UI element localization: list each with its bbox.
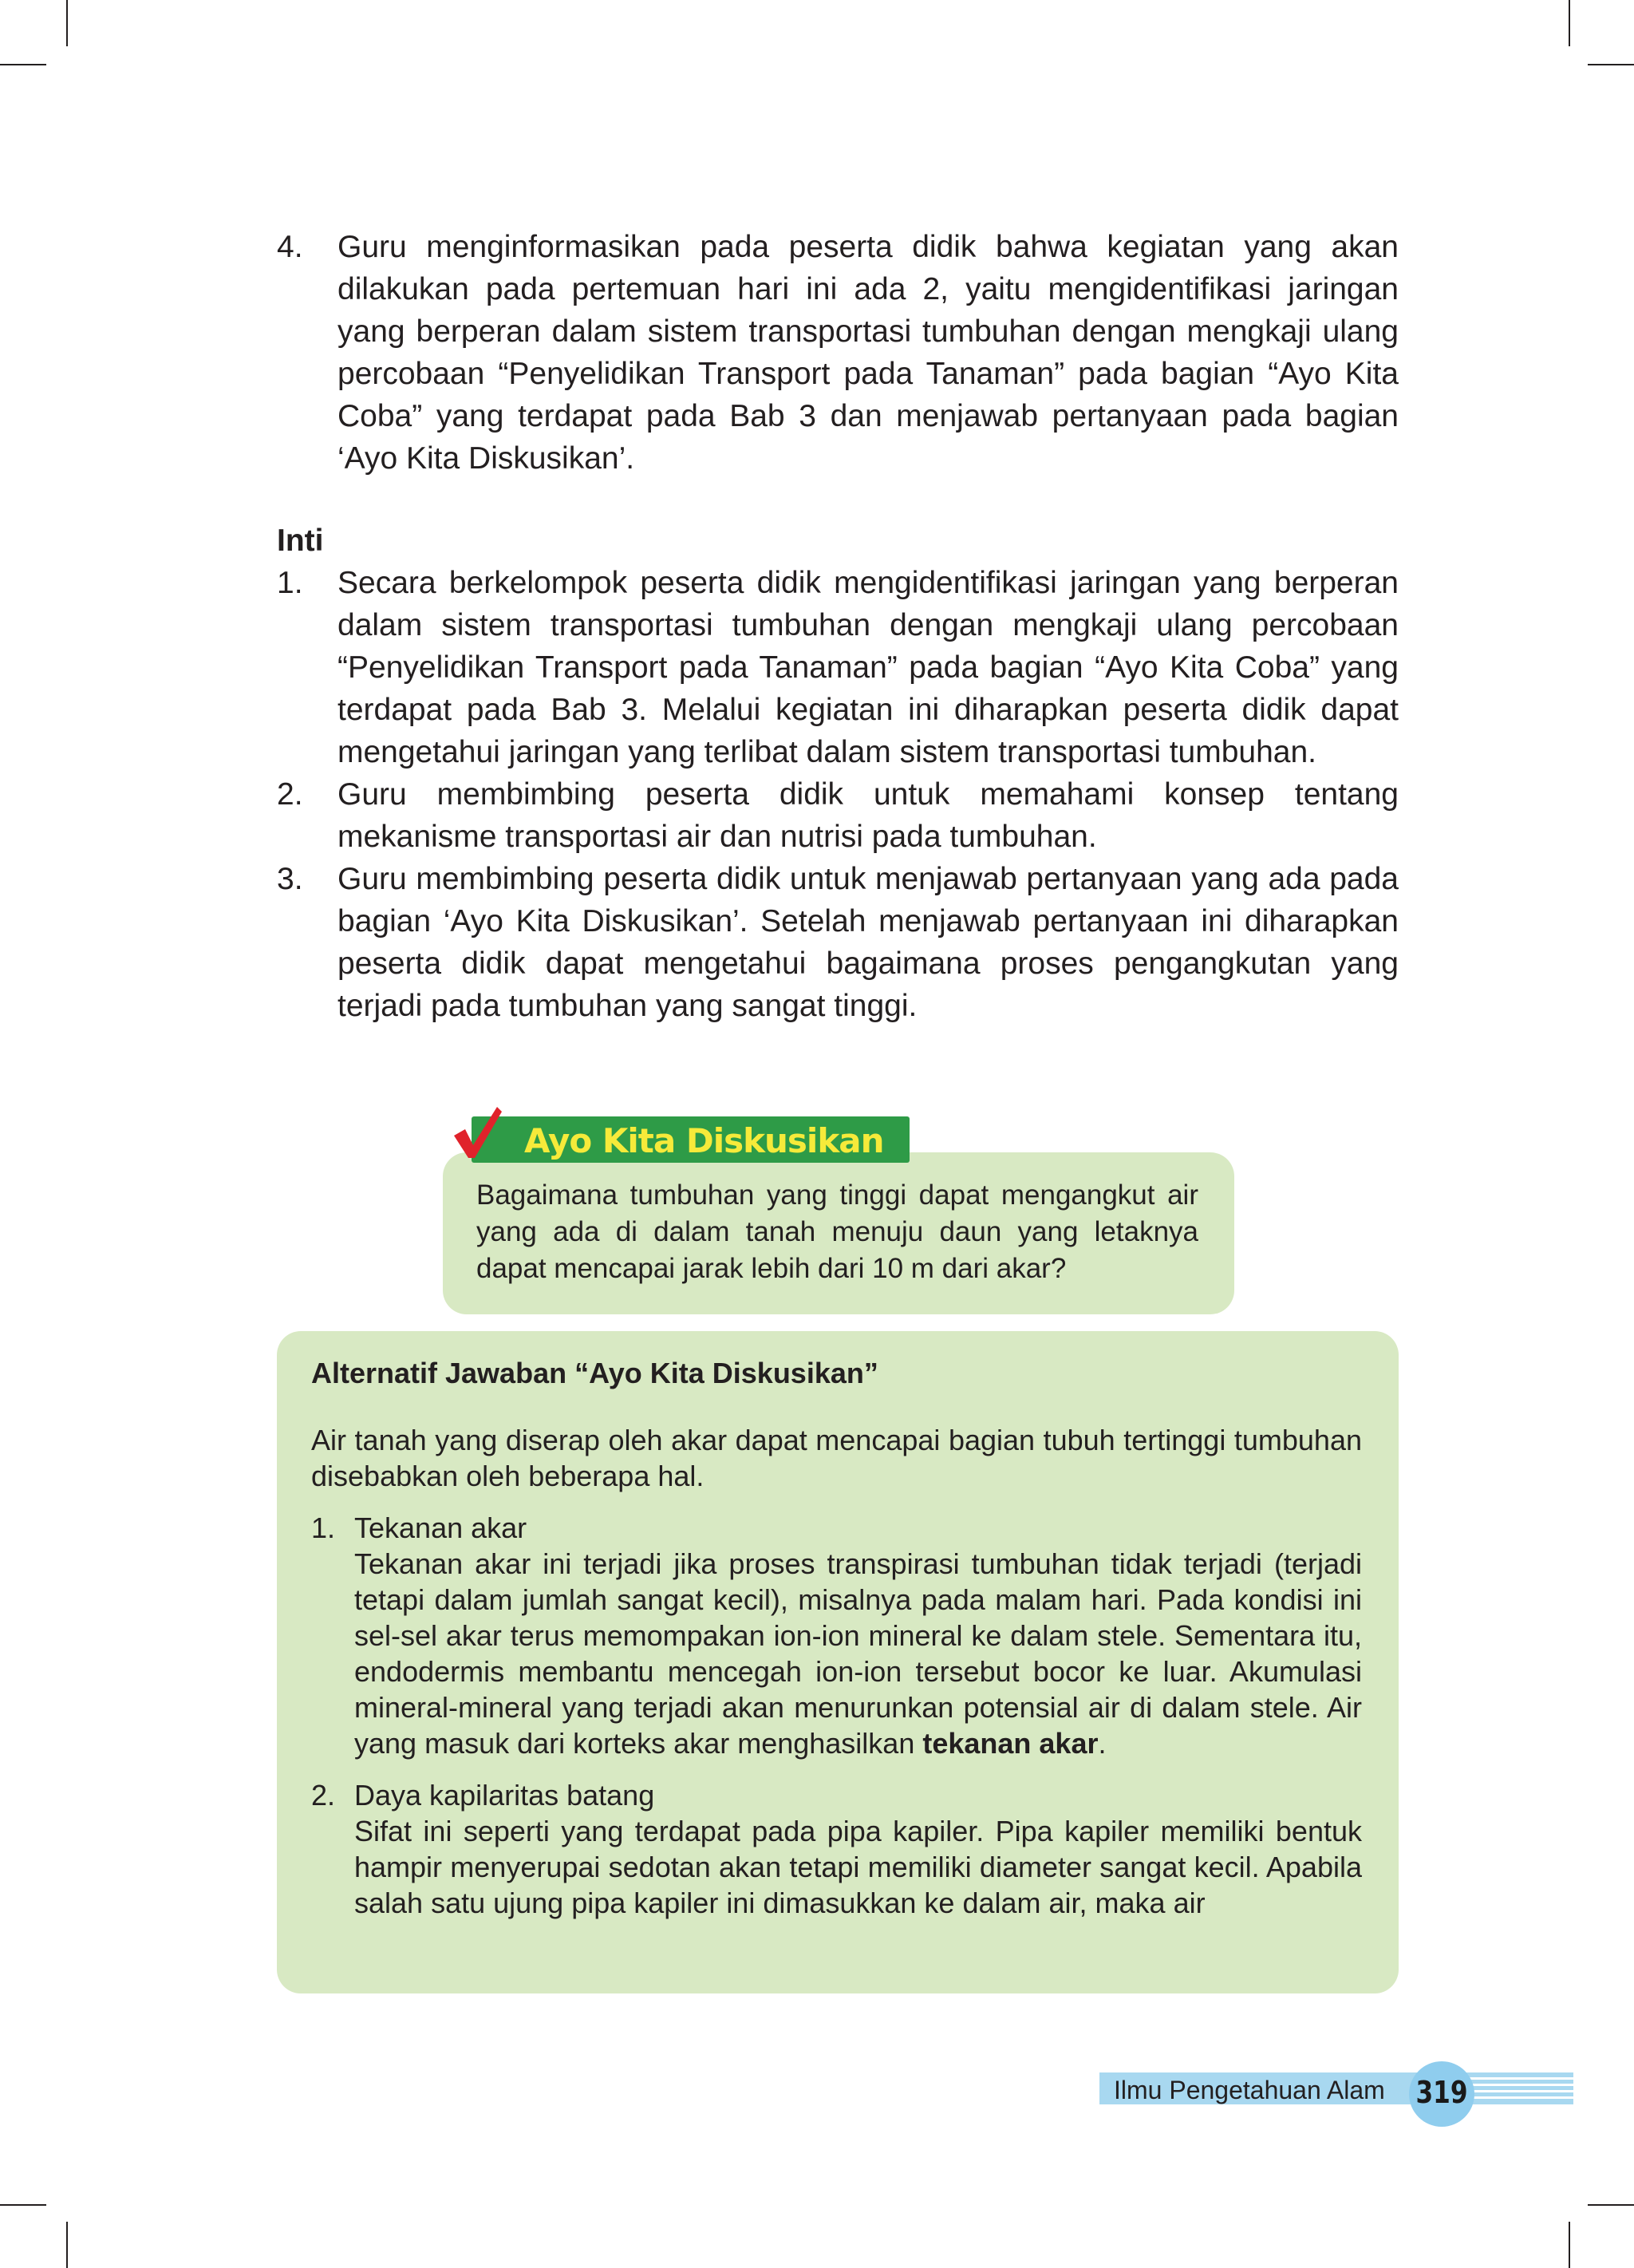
main-content — [277, 226, 1399, 1027]
section-heading: Inti — [277, 524, 324, 558]
page-number: 319 — [1415, 2075, 1468, 2110]
discussion-header — [472, 1116, 910, 1163]
item-text: Tekanan akar ini terjadi jika proses transpirasi tumbuhan tidak terjadi (terjadi tetapi dalam jumlah sangat kecil), misalnya pada malam hari. Pada kondisi ini sel-sel akar terus memompakan ion-ion mineral ke dalam stele. Sementara itu, endodermis membantu mencegah ion-ion tersebut bocor ke luar. Akumulasi mineral-mineral yang terjadi akan menurunkan potensial air di dalam stele. Air yang masuk dari korteks akar menghasilkan tekanan akar. — [354, 1547, 1362, 1760]
item-number: 1. — [311, 1511, 336, 1544]
crop-mark — [1569, 0, 1570, 46]
item-number: 2. — [277, 777, 303, 812]
page-footer — [1099, 2061, 1573, 2117]
item-number: 4. — [277, 230, 303, 264]
bold-term: tekanan akar — [922, 1727, 1099, 1760]
answer-title: Alternatif Jawaban “Ayo Kita Diskusikan” — [311, 1357, 878, 1389]
crop-mark — [66, 2222, 68, 2268]
item-number: 3. — [277, 862, 303, 896]
discussion-question: Bagaimana tumbuhan yang tinggi dapat mengangkut air yang ada di dalam tanah menuju daun yang letaknya dapat mencapai jarak lebih dari 10 m dari akar? — [476, 1179, 1198, 1284]
item-title: Tekanan akar — [354, 1511, 527, 1544]
list-item — [277, 226, 1399, 480]
crop-mark — [0, 2204, 46, 2206]
answer-item — [311, 1777, 1362, 1921]
footer-stripes — [1466, 2074, 1573, 2103]
item-title: Daya kapilaritas batang — [354, 1779, 655, 1812]
list-item — [277, 858, 1399, 1027]
list-item — [277, 562, 1399, 773]
answer-intro: Air tanah yang diserap oleh akar dapat mencapai bagian tubuh tertinggi tumbuhan disebabkan oleh beberapa hal. — [311, 1424, 1362, 1492]
crop-mark — [1588, 64, 1634, 65]
answer-box — [277, 1331, 1399, 1993]
item-text: Sifat ini seperti yang terdapat pada pipa kapiler. Pipa kapiler memiliki bentuk hampir menyerupai sedotan akan tetapi memiliki diameter sangat kecil. Apabila salah satu ujung pipa kapiler ini dimasukkan ke dalam air, maka air — [354, 1815, 1362, 1919]
answer-item — [311, 1510, 1362, 1761]
item-text: Secara berkelompok peserta didik mengidentifikasi jaringan yang berperan dalam sistem transportasi tumbuhan dengan mengkaji ulang percobaan “Penyelidikan Transport pada Tanaman” pada bagian “Ayo Kita Coba” yang terdapat pada Bab 3. Melalui kegiatan ini diharapkan peserta didik dapat mengetahui jaringan yang terlibat dalam sistem transportasi tumbuhan. — [337, 566, 1399, 769]
crop-mark — [1588, 2204, 1634, 2206]
discussion-box — [443, 1115, 1234, 1314]
item-text: Guru membimbing peserta didik untuk memahami konsep tentang mekanisme transportasi air dan nutrisi pada tumbuhan. — [337, 777, 1399, 854]
crop-mark — [1569, 2222, 1570, 2268]
check-mark-icon — [451, 1104, 503, 1163]
crop-mark — [0, 64, 46, 65]
item-text: Guru membimbing peserta didik untuk menjawab pertanyaan yang ada pada bagian ‘Ayo Kita Diskusikan’. Setelah menjawab pertanyaan ini diharapkan peserta didik dapat mengetahui bagaimana proses pengangkutan yang terjadi pada tumbuhan yang sangat tinggi. — [337, 862, 1399, 1023]
crop-mark — [66, 0, 68, 46]
item-number: 2. — [311, 1779, 336, 1812]
list-item — [277, 773, 1399, 858]
discussion-title: Ayo Kita Diskusikan — [524, 1121, 884, 1160]
item-text: Guru menginformasikan pada peserta didik bahwa kegiatan yang akan dilakukan pada pertemuan hari ini ada 2, yaitu mengidentifikasi jaringan yang berperan dalam sistem transportasi tumbuhan dengan mengkaji ulang percobaan “Penyelidikan Transport pada Tanaman” pada bagian “Ayo Kita Coba” yang terdapat pada Bab 3 dan menjawab pertanyaan pada bagian ‘Ayo Kita Diskusikan’. — [337, 230, 1399, 476]
footer-subject: Ilmu Pengetahuan Alam — [1114, 2076, 1385, 2104]
item-number: 1. — [277, 566, 303, 600]
